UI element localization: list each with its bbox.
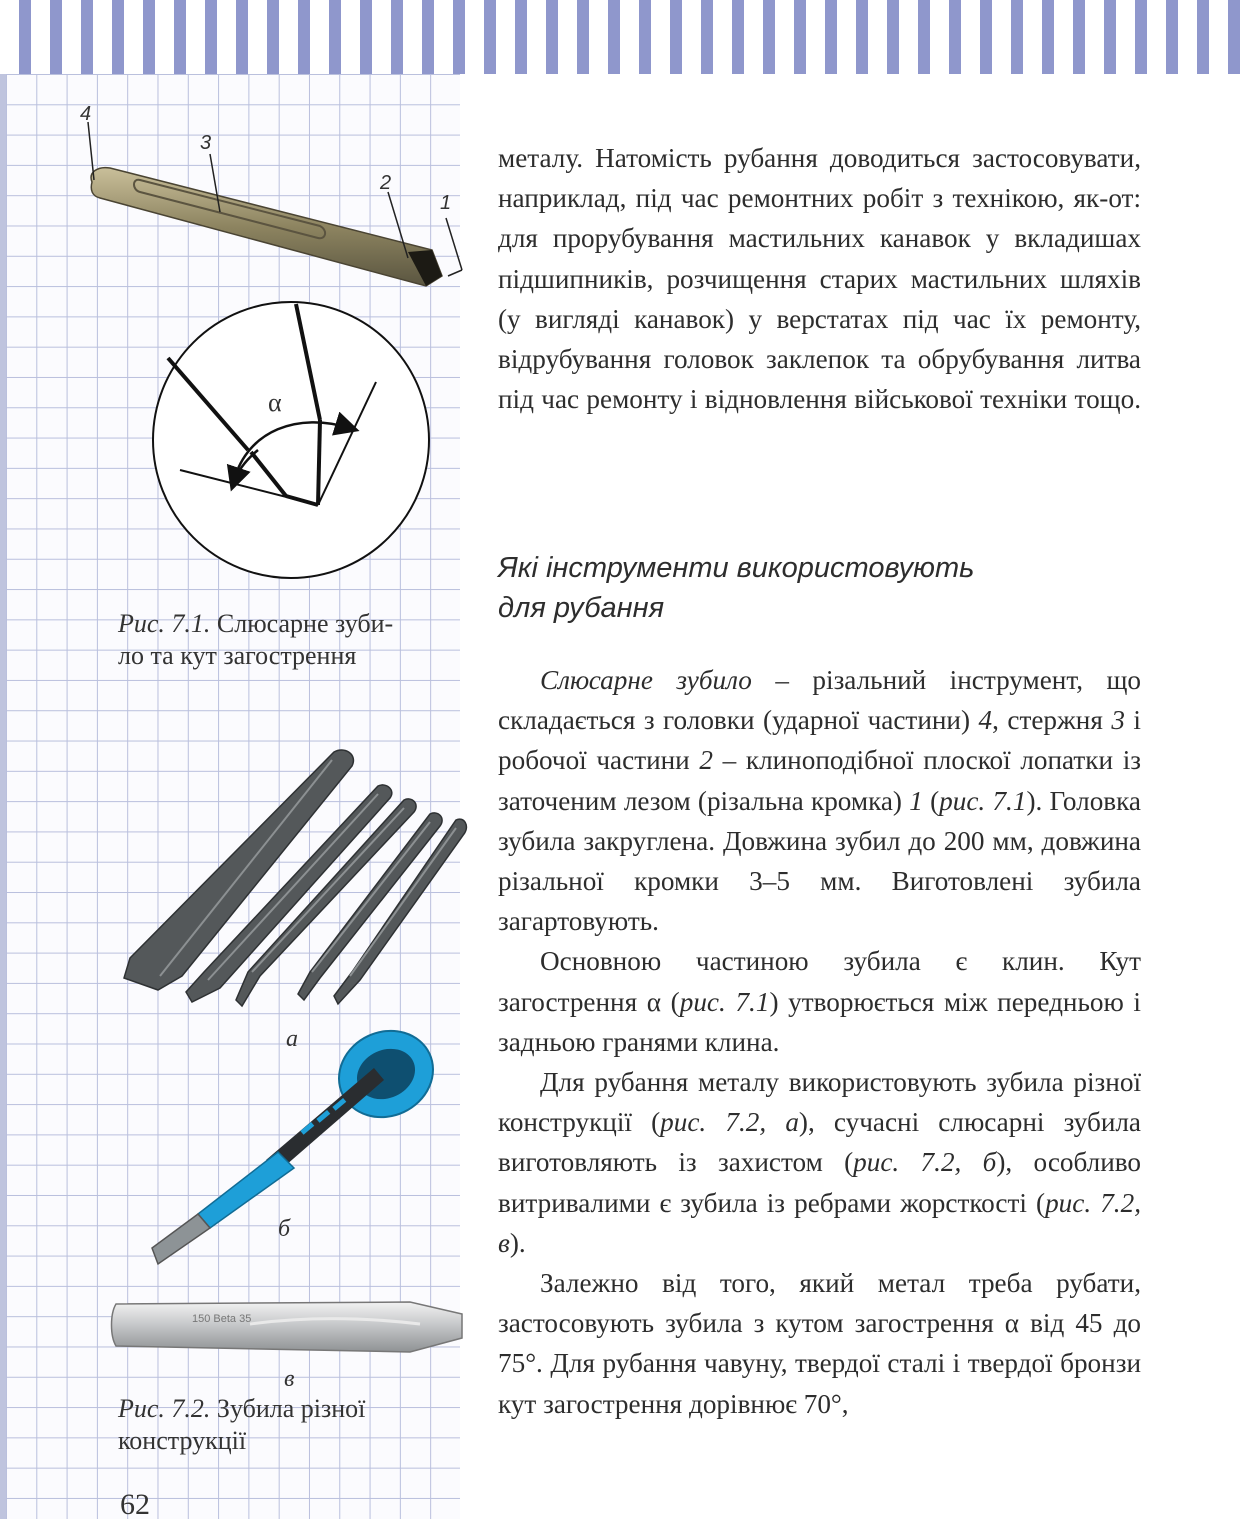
body-intro xyxy=(498,138,1141,419)
p1-text-2: , стержня xyxy=(992,705,1112,736)
p1-num-1: 1 xyxy=(909,785,923,816)
page-number: 62 xyxy=(120,1488,150,1521)
fig71-label-1: 1 xyxy=(440,192,452,214)
paragraph-2 xyxy=(498,941,1141,1062)
p1-num-3: 3 xyxy=(1111,705,1125,736)
p1-text-3: і робочої частини xyxy=(498,705,1141,776)
p1-text-5: ( xyxy=(922,785,940,816)
p2-fig-ref: рис. 7.1 xyxy=(679,986,770,1017)
fig72a-chisel-set-image xyxy=(112,740,472,1020)
fig71-caption-prefix: Рис. 7.1. xyxy=(118,609,211,638)
fig71-chisel-image xyxy=(70,100,470,300)
p1-text-4: – клиноподібної плоскої лопатки із заточеним лезом (різальна кромка) xyxy=(498,745,1141,816)
fig71-label-3: 3 xyxy=(200,132,212,154)
intro-paragraph: металу. Натомість рубання доводиться застосовувати, наприклад, під час ремонтних робіт з технікою, як-от: для прорубування мастильних канавок у вкладишах підшипників, розчищення старих мастильних шляхів (у вигляді канавок) у верстатах під час їх ремонту, відрубування головок заклепок та обрубування литва під час ремонту і відновлення військової техніки тощо. xyxy=(498,143,1141,415)
fig72v-ribbed-chisel-image xyxy=(110,1296,466,1362)
fig72-sub-v: в xyxy=(284,1366,295,1392)
p2-text-1: Основною частиною зубила є клин. Кут загострення α ( xyxy=(498,946,1141,1017)
body-main xyxy=(498,660,1141,1424)
term-chisel: Слюсарне зубило xyxy=(540,665,752,695)
fig72-caption-line2: конструкції xyxy=(118,1426,247,1455)
p3-fig-ref-v: рис. 7.2, в xyxy=(498,1187,1141,1258)
section-heading-line2: для рубання xyxy=(498,592,665,624)
fig72-caption xyxy=(118,1393,365,1457)
p1-num-2: 2 xyxy=(699,745,713,776)
fig71-label-2: 2 xyxy=(380,172,392,194)
fig72-caption-text: Зубила різної xyxy=(210,1394,366,1423)
p3-fig-ref-b: рис. 7.2, б xyxy=(853,1147,997,1178)
paragraph-3 xyxy=(498,1062,1141,1263)
top-stripe-band xyxy=(0,0,1254,74)
fig71-angle-diagram xyxy=(148,300,438,585)
fig71-caption-text: Слюсарне зуби- xyxy=(210,609,394,638)
fig72-caption-prefix: Рис. 7.2. xyxy=(118,1394,211,1423)
fig71-alpha-label: α xyxy=(268,388,282,417)
fig71-label-4: 4 xyxy=(80,103,92,125)
fig71-caption-line2: ло та кут загострення xyxy=(118,641,357,670)
paragraph-4: Залежно від того, який метал треба рубати, застосовують зубила з кутом загострення α від 45 до 75°. Для рубання чавуну, твердої сталі і твердої бронзи кут загострення дорівнює 70°, xyxy=(498,1268,1141,1419)
fig72b-guarded-chisel-image xyxy=(148,1022,448,1272)
fig72-sub-b: б xyxy=(278,1216,291,1242)
fig72-sub-a: а xyxy=(286,1026,298,1052)
paragraph-1 xyxy=(498,660,1141,941)
p3-text-3: ), особливо витривалими є зубила із ребрами жорсткості ( xyxy=(498,1147,1141,1218)
p3-text-2: ), сучасні слюсарні зубила виготовляють із захистом ( xyxy=(498,1107,1141,1178)
p3-fig-ref-a: рис. 7.2, а xyxy=(660,1107,799,1138)
p1-text-1: – різальний інструмент, що складається з головки (ударної частини) xyxy=(498,665,1141,736)
fig72v-stamp: 150 Beta 35 xyxy=(192,1313,252,1325)
p1-num-4: 4 xyxy=(978,705,993,736)
p2-text-2: ) утворюється між передньою і задньою гранями клина. xyxy=(498,986,1141,1057)
p3-text-1: Для рубання металу використовують зубила різної конструкції ( xyxy=(498,1067,1141,1138)
section-heading-line1: Які інструменти використовують xyxy=(498,552,975,584)
section-heading xyxy=(498,548,1138,628)
p1-fig-ref: рис. 7.1 xyxy=(939,785,1027,816)
fig71-caption xyxy=(118,608,393,672)
p1-text-6: ). Головка зубила закруглена. Довжина зубил до 200 мм, довжина різальної кромки 3–5 мм. Виготовлені зубила загартовують. xyxy=(498,785,1141,937)
p3-text-4: ). xyxy=(509,1227,526,1258)
